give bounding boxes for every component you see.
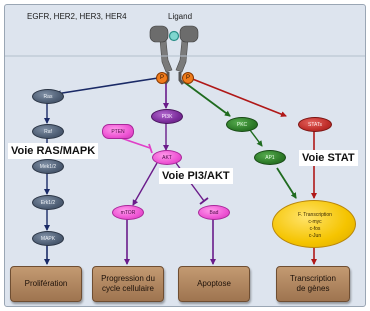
ft-line-cjun: c-Jun <box>308 233 322 239</box>
node-pten: PTEN <box>102 124 134 139</box>
outcome-proliferation-label: Prolifération <box>24 279 68 288</box>
ligand-label: Ligand <box>168 12 193 21</box>
node-raf: Raf <box>32 124 64 139</box>
ft-line-cfos: c-fos <box>309 226 321 232</box>
receptors-label: EGFR, HER2, HER3, HER4 <box>27 12 127 21</box>
ft-line-cmyc: c-myc <box>308 219 322 225</box>
outcome-gene-transcription-label: Transcription de gènes <box>290 274 336 293</box>
ligand-icon <box>170 32 179 41</box>
node-ap1: AP1 <box>254 150 286 165</box>
node-ras: Ras <box>32 89 64 104</box>
arrow-receptor-ras <box>56 78 158 94</box>
arrow-pkc-ap1 <box>250 130 262 146</box>
outcome-proliferation <box>10 266 82 302</box>
outcome-apoptose <box>178 266 250 302</box>
node-bad: Bad <box>198 205 230 220</box>
outcome-cell-cycle-label: Progression du cycle cellulaire <box>101 274 155 293</box>
pathway-label-stat: Voie STAT <box>299 150 358 166</box>
node-transcription-factors <box>272 200 356 248</box>
node-stats: STATs <box>298 117 332 132</box>
arrow-ap1-ft <box>277 168 296 198</box>
node-akt: AKT <box>152 150 182 165</box>
outcome-gene-transcription <box>276 266 350 302</box>
node-mek: Mek1/2 <box>32 159 64 174</box>
outcome-cell-cycle <box>92 266 164 302</box>
ft-title: F. Transcription <box>298 212 332 218</box>
node-mtor: mTOR <box>112 205 144 220</box>
node-mapk: MAPK <box>32 231 64 246</box>
node-erk: Erk1/2 <box>32 195 64 210</box>
outcome-apoptose-label: Apoptose <box>197 279 231 288</box>
pathway-label-ras-mapk: Voie RAS/MAPK <box>8 143 98 159</box>
pathway-label-pi3-akt: Voie PI3/AKT <box>159 168 233 184</box>
arrow-akt-mtor <box>133 163 157 205</box>
node-pkc: PKC <box>226 117 258 132</box>
phospho-badge-right: P <box>182 72 194 84</box>
phospho-badge-left: P <box>156 72 168 84</box>
arrow-receptor-pkc <box>184 82 230 116</box>
node-pi3k: PI3K <box>151 109 183 124</box>
